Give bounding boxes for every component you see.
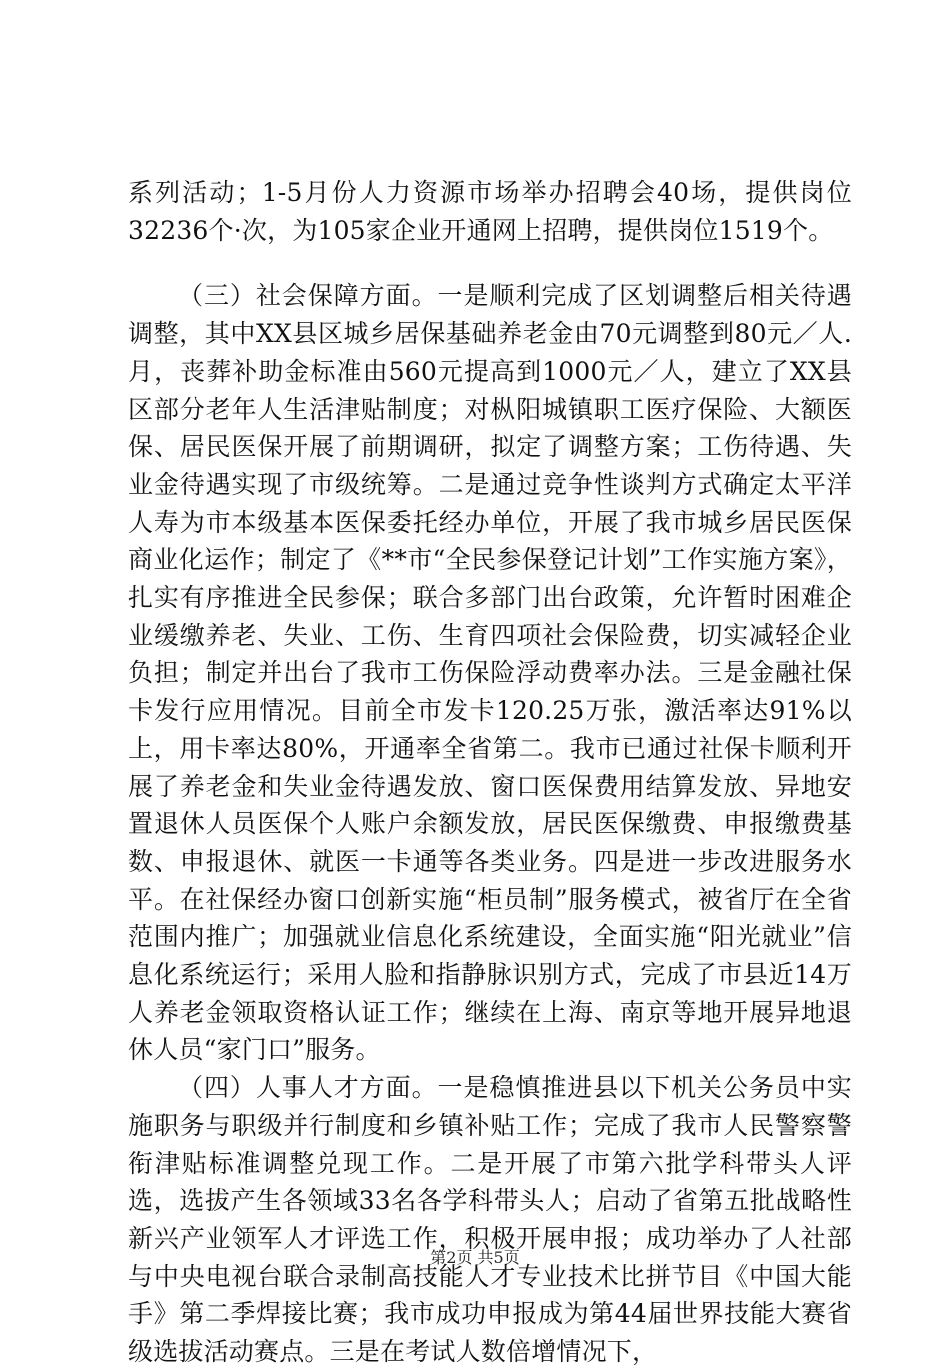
page-number-footer: 第2页 共5页: [430, 1248, 520, 1267]
paragraph-social-security: （三）社会保障方面。一是顺利完成了区划调整后相关待遇调整，其中XX县区城乡居保基础养老金由70元调整到80元／人.月，丧葬补助金标准由560元提高到1000元／人，建立了XX县区部分老年人生活津贴制度；对枞阳城镇职工医疗保险、大额医保、居民医保开展了前期调研，拟定了调整方案；工伤待遇、失业金待遇实现了市级统筹。二是通过竞争性谈判方式确定太平洋人寿为市本级基本医保委托经办单位，开展了我市城乡居民医保商业化运作；制定了《**市“全民参保登记计划”工作实施方案》，扎实有序推进全民参保；联合多部门出台政策，允许暂时困难企业缓缴养老、失业、工伤、生育四项社会保险费，切实减轻企业负担；制定并出台了我市工伤保险浮动费率办法。三是金融社保卡发行应用情况。目前全市发卡120.25万张，激活率达91%以上，用卡率达80%，开通率全省第二。我市已通过社保卡顺利开展了养老金和失业金待遇发放、窗口医保费用结算发放、异地安置退休人员医保个人账户余额发放，居民医保缴费、申报缴费基数、申报退休、就医一卡通等各类业务。四是进一步改进服务水平。在社保经办窗口创新实施“柜员制”服务模式，被省厅在全省范围内推广；加强就业信息化系统建设，全面实施“阳光就业”信息化系统运行；采用人脸和指静脉识别方式，完成了市县近14万人养老金领取资格认证工作；继续在上海、南京等地开展异地退休人员“家门口”服务。: [128, 281, 852, 1065]
document-body: [128, 174, 852, 1371]
paragraph-personnel-talent: （四）人事人才方面。一是稳慎推进县以下机关公务员中实施职务与职级并行制度和乡镇补贴工作；完成了我市人民警察警衔津贴标准调整兑现工作。二是开展了市第六批学科带头人评选，选拔产生各领域33名各学科带头人；启动了省第五批战略性新兴产业领军人才评选工作，积极开展申报；成功举办了人社部与中央电视台联合录制高技能人才专业技术比拼节目《中国大能手》第二季焊接比赛；我市成功申报成为第44届世界技能大赛省级选拔活动赛点。三是在考试人数倍增情况下，: [128, 1073, 852, 1367]
paragraph-gap: [128, 249, 852, 277]
paragraph-employment-continued: 系列活动；1-5月份人力资源市场举办招聘会40场，提供岗位32236个·次，为105家企业开通网上招聘，提供岗位1519个。: [128, 178, 852, 245]
